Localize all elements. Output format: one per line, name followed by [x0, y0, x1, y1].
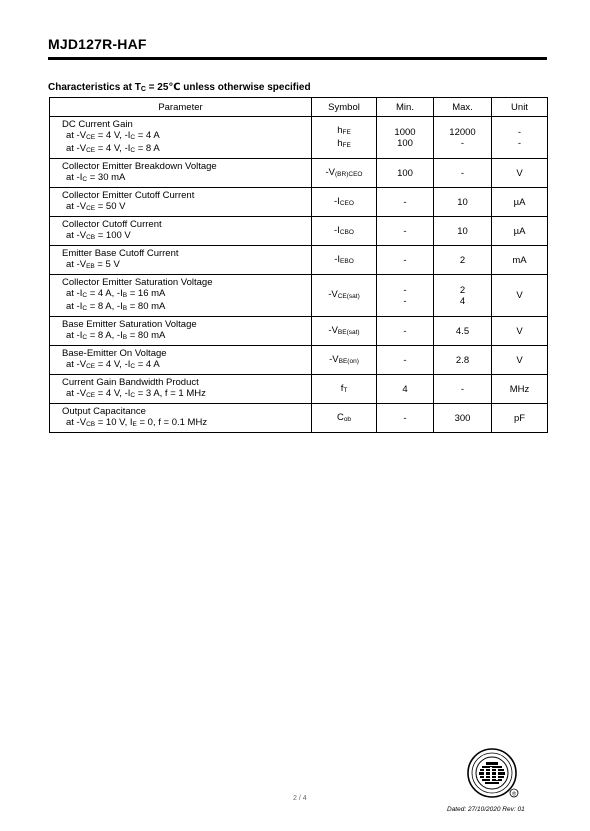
min-value: - [403, 354, 407, 366]
parameter-name: Collector Emitter Saturation Voltage [62, 277, 213, 288]
max-cell [434, 404, 492, 433]
min-value: - [403, 412, 407, 424]
registered-mark: ® [511, 791, 517, 798]
table-row [50, 317, 548, 346]
parameter-name: Current Gain Bandwidth Product [62, 377, 199, 388]
symbol-cell [312, 246, 377, 275]
header-parameter: Parameter [50, 98, 312, 117]
symbol: $-V_{(BR)CEO}$ [325, 166, 363, 178]
test-condition: at $-V_{CE} = 4$ V, $-I_C = 4$ A [66, 130, 160, 141]
test-condition: at $-I_C = 8$ A, $-I_B = 80$ mA [66, 301, 166, 312]
symbol-cell [312, 275, 377, 317]
parameter-name: Collector Emitter Cutoff Current [62, 190, 195, 201]
test-condition: at $-I_C = 30$ mA [66, 172, 126, 183]
symbol: $-I_{EBO}$ [334, 253, 354, 265]
symbol-cell [312, 117, 377, 159]
max-value: 10 [457, 196, 468, 208]
parameter-name: Emitter Base Cutoff Current [62, 248, 179, 259]
min-value: - [403, 295, 407, 307]
min-cell [377, 217, 434, 246]
unit-value: pF [513, 412, 526, 424]
max-value: 300 [454, 412, 471, 424]
min-value: 100 [397, 167, 413, 179]
test-condition: at $-V_{EB} = 5$ V [66, 259, 120, 270]
symbol: $h_{FE}$ [337, 124, 351, 136]
min-cell [377, 375, 434, 404]
table-row [50, 246, 548, 275]
title-rule [48, 57, 547, 60]
symbol-cell [312, 159, 377, 188]
unit-cell [492, 246, 548, 275]
symbol-cell [312, 346, 377, 375]
min-value: - [403, 284, 407, 296]
table-row [50, 404, 548, 433]
parameter-name: Base-Emitter On Voltage [62, 348, 167, 359]
test-condition: at $-V_{CB} = 10$ V, $I_E = 0$, f = 0.1 MHz [66, 417, 208, 428]
unit-cell [492, 346, 548, 375]
unit-cell [492, 275, 548, 317]
table-row [50, 275, 548, 317]
unit-value: V [516, 354, 523, 366]
test-condition: at $-V_{CB} = 100$ V [66, 230, 131, 241]
symbol: $h_{FE}$ [337, 137, 351, 149]
max-cell [434, 375, 492, 404]
min-cell [377, 275, 434, 317]
min-value: 1000 [394, 126, 416, 138]
max-cell [434, 117, 492, 159]
symbol: $-V_{BE(on)}$ [329, 353, 359, 365]
symbol: $-V_{BE(sat)}$ [328, 324, 360, 336]
max-value: 10 [457, 225, 468, 237]
parameter-cell [50, 188, 312, 217]
min-value: - [403, 196, 407, 208]
min-cell [377, 346, 434, 375]
unit-cell [492, 188, 548, 217]
table-row [50, 117, 548, 159]
table-header-row [50, 98, 548, 117]
parameter-name: Collector Cutoff Current [62, 219, 162, 230]
table-row [50, 159, 548, 188]
table-caption: Characteristics at $T_C$ = 25℃ unless otherwise specified [48, 82, 311, 93]
symbol-cell [312, 217, 377, 246]
parameter-cell [50, 404, 312, 433]
parameter-cell [50, 246, 312, 275]
characteristics-table [49, 97, 548, 433]
certification-logo [466, 747, 526, 799]
test-condition: at $-V_{CE} = 4$ V, $-I_C = 4$ A [66, 359, 160, 370]
max-cell [434, 217, 492, 246]
parameter-cell [50, 346, 312, 375]
test-condition: at $-I_C = 4$ A, $-I_B = 16$ mA [66, 288, 166, 299]
test-condition: at $-V_{CE} = 4$ V, $-I_C = 8$ A [66, 143, 160, 154]
min-cell [377, 117, 434, 159]
symbol-cell [312, 317, 377, 346]
symbol: $f_T$ [340, 382, 348, 394]
parameter-cell [50, 217, 312, 246]
min-cell [377, 317, 434, 346]
test-condition: at $-I_C = 8$ A, $-I_B = 80$ mA [66, 330, 166, 341]
symbol-cell [312, 375, 377, 404]
unit-value: - [517, 126, 522, 138]
page-number: 2 / 4 [293, 795, 307, 802]
symbol: $C_{ob}$ [336, 411, 352, 423]
max-value: 12000 [449, 126, 476, 138]
unit-cell [492, 217, 548, 246]
symbol: $-V_{CE(sat)}$ [328, 289, 360, 300]
min-value: 100 [397, 137, 413, 149]
test-condition: at $-V_{CE} = 4$ V, $-I_C = 3$ A, f = 1 MHz [66, 388, 206, 399]
min-cell [377, 159, 434, 188]
symbol-cell [312, 404, 377, 433]
unit-value: V [516, 290, 523, 301]
parameter-cell [50, 159, 312, 188]
parameter-name: Base Emitter Saturation Voltage [62, 319, 197, 330]
table-row [50, 217, 548, 246]
min-value: 4 [402, 383, 408, 395]
unit-cell [492, 317, 548, 346]
min-value: - [403, 325, 407, 337]
header-max: Max. [434, 98, 492, 117]
max-value: - [460, 383, 465, 395]
max-cell [434, 346, 492, 375]
unit-value: V [516, 167, 523, 179]
symbol-cell [312, 188, 377, 217]
header-symbol: Symbol [312, 98, 377, 117]
header-min: Min. [377, 98, 434, 117]
min-value: - [403, 254, 407, 266]
parameter-name: Output Capacitance [62, 406, 146, 417]
table-row [50, 188, 548, 217]
max-cell [434, 188, 492, 217]
max-value: 4 [459, 295, 466, 307]
unit-cell [492, 375, 548, 404]
max-value: 2 [459, 254, 466, 266]
unit-cell [492, 159, 548, 188]
min-cell [377, 246, 434, 275]
min-cell [377, 188, 434, 217]
dated-revision: Dated: 27/10/2020 Rev: 01 [447, 806, 525, 813]
unit-cell [492, 117, 548, 159]
header-unit: Unit [492, 98, 548, 117]
max-value: - [460, 137, 465, 149]
unit-value: - [517, 137, 522, 149]
max-cell [434, 246, 492, 275]
unit-value: µA [513, 196, 526, 208]
test-condition: at $-V_{CE} = 50$ V [66, 201, 126, 212]
max-cell [434, 159, 492, 188]
unit-value: V [516, 325, 523, 337]
max-value: 2 [459, 284, 466, 296]
max-cell [434, 275, 492, 317]
symbol: $-I_{CBO}$ [334, 224, 354, 236]
document-title: MJD127R-HAF [48, 36, 147, 52]
parameter-cell [50, 375, 312, 404]
unit-value: mA [512, 254, 527, 266]
symbol: $-I_{CEO}$ [334, 195, 354, 207]
table-row [50, 346, 548, 375]
max-cell [434, 317, 492, 346]
table-row [50, 375, 548, 404]
min-cell [377, 404, 434, 433]
min-value: - [403, 225, 407, 237]
unit-value: MHz [509, 383, 530, 395]
max-value: 2.8 [455, 354, 470, 366]
parameter-cell [50, 317, 312, 346]
parameter-cell [50, 275, 312, 317]
parameter-name: DC Current Gain [62, 119, 133, 130]
unit-value: µA [513, 225, 526, 237]
max-value: 4.5 [455, 325, 470, 337]
parameter-name: Collector Emitter Breakdown Voltage [62, 161, 217, 172]
parameter-cell [50, 117, 312, 159]
unit-cell [492, 404, 548, 433]
max-value: - [460, 167, 465, 179]
